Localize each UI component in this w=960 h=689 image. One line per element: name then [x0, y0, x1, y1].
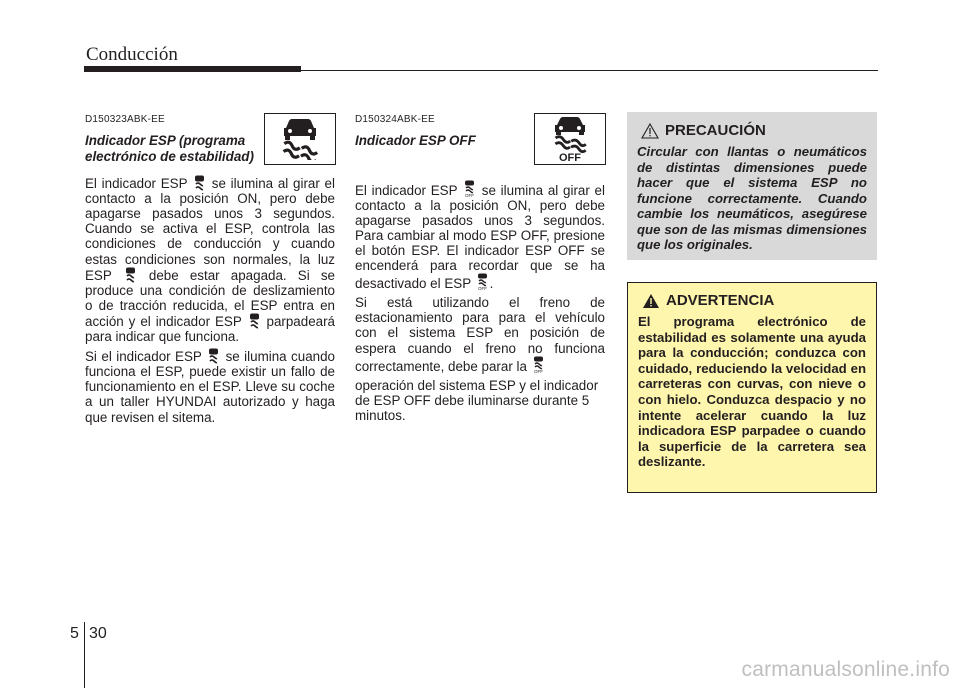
esp-skid-car-icon [277, 118, 323, 160]
caution-text: Circular con llantas o neumáticos de distintas dimensiones puede hacer que el sistema ESP no funcione correctamente. Cuando cambie los neumáticos, asegúrese que son de las mismas dimensiones que los originales. [637, 144, 867, 252]
section-code: D150323ABK-EE [85, 114, 165, 125]
caution-header [637, 122, 867, 139]
esp-skid-car-icon [249, 313, 260, 329]
esp-indicator-box [264, 113, 336, 165]
esp-off-icon [464, 180, 475, 198]
text: Si está utilizando el freno de estacionamiento para para el vehículo con el sistema ESP en posición de espera cuando el freno no funciona correctamente, debe parar la [355, 295, 605, 374]
svg-text:OFF: OFF [465, 192, 475, 198]
esp-off-icon [547, 116, 593, 162]
paragraph [85, 175, 335, 344]
caution-triangle-icon [641, 123, 659, 139]
header-bar [84, 66, 301, 72]
paragraph [355, 295, 605, 373]
esp-off-icon [533, 356, 544, 374]
paragraph [85, 348, 335, 424]
esp-skid-car-icon [208, 348, 219, 364]
off-label: OFF [559, 152, 581, 162]
text: Si el indicador ESP [85, 349, 202, 365]
warning-box [627, 282, 877, 493]
text: El indicador ESP [355, 182, 458, 198]
warning-header [638, 292, 866, 309]
warning-title: ADVERTENCIA [666, 292, 775, 309]
esp-off-indicator-box [534, 113, 606, 165]
header-rule [301, 70, 878, 71]
page-number: 30 [89, 625, 107, 642]
footer-separator [84, 622, 85, 688]
text: parpadeará para indicar que funciona. [85, 313, 335, 345]
esp-skid-car-icon [194, 175, 205, 191]
paragraph: operación del sistema ESP y el indicador de ESP OFF debe iluminarse durante 5 minutos. [355, 377, 599, 423]
section-code: D150324ABK-EE [355, 114, 435, 125]
text: se ilumina al girar el contacto a la posición ON, pero debe apagarse pasados unos 3 segundos. Para cambiar al modo ESP OFF, presione el botón ESP. El indicador ESP OFF se encenderá para recordar que se ha desactivado el ESP [355, 182, 605, 292]
watermark: carmanualsonline.info [741, 658, 950, 681]
section-title: Indicador ESP (programa electrónico de estabilidad) [85, 133, 254, 164]
caution-box [627, 112, 877, 260]
warning-text: El programa electrónico de estabilidad es solamente una ayuda para la conducción; conduzca con cuidado, reduciendo la velocidad en carreteras con curvas, con nieve o con hielo. Conduzca despacio y no intente acelerar cuando la luz indicadora ESP parpadee o cuando la superficie de la carretera sea deslizante. [638, 314, 866, 470]
text: . [489, 276, 494, 292]
text: El indicador ESP [85, 176, 188, 192]
text: debe estar apagada. Si se produce una condición de deslizamiento o de tracción reducida, el ESP entra en acción y el indicador ESP [85, 267, 335, 329]
chapter-number: 5 [70, 625, 79, 642]
esp-skid-car-icon [125, 267, 136, 283]
svg-text:OFF: OFF [477, 286, 487, 292]
caution-title: PRECAUCIÓN [665, 122, 766, 139]
text: se ilumina cuando funciona el ESP, puede existir un fallo de funcionamiento en el ESP. Lleve su coche a un taller HYUNDAI autorizado y haga que revisen el sitema. [85, 349, 335, 425]
paragraph [355, 180, 605, 292]
svg-text:OFF: OFF [533, 368, 543, 374]
text: se ilumina al girar el contacto a la posición ON, pero debe apagarse pasados unos 3 segundos. Cuando se activa el ESP, controla las condiciones de conducción y cuando estas condiciones son normales, la luz ESP [85, 176, 335, 283]
warning-triangle-icon [642, 293, 660, 309]
esp-off-icon [477, 273, 488, 291]
page-header-title: Conducción [86, 44, 178, 65]
section-title: Indicador ESP OFF [355, 133, 476, 149]
